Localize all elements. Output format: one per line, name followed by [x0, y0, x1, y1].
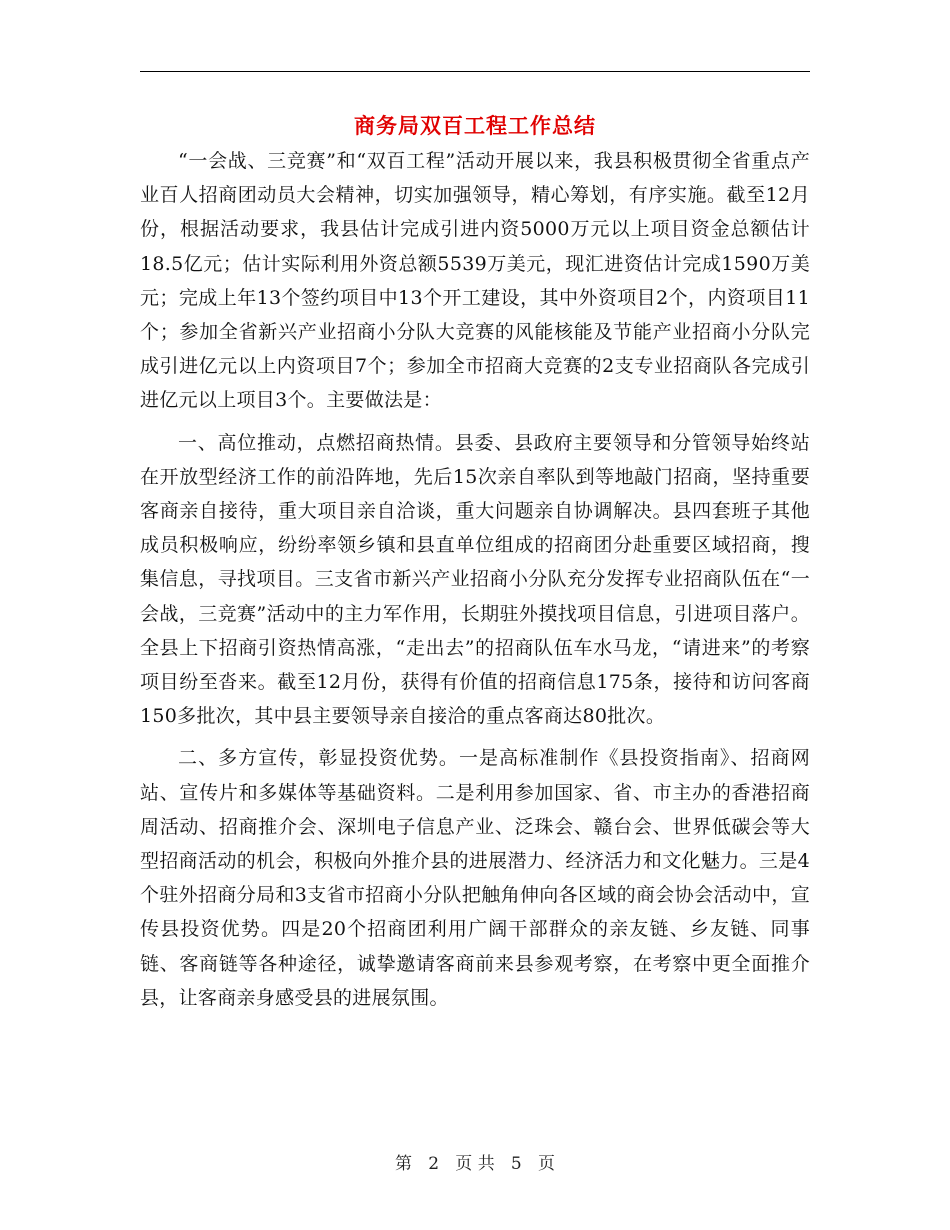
- page-footer: [140, 1150, 810, 1178]
- document-body: [140, 144, 810, 1015]
- footer-suffix: 页: [537, 1154, 555, 1174]
- footer-total-pages: 5: [510, 1154, 522, 1174]
- footer-prefix: 第: [395, 1154, 413, 1174]
- footer-page-number: 2: [428, 1154, 440, 1174]
- paragraph-intro: “一会战、三竞赛”和“双百工程”活动开展以来，我县积极贯彻全省重点产业百人招商团动员大会精神，切实加强领导，精心筹划，有序实施。截至12月份，根据活动要求，我县估计完成引进内资5000万元以上项目资金总额估计18.5亿元；估计实际利用外资总额5539万美元，现汇进资估计完成1590万美元；完成上年13个签约项目中13个开工建设，其中外资项目2个，内资项目11个；参加全省新兴产业招商小分队大竞赛的风能核能及节能产业招商小分队完成引进亿元以上内资项目7个；参加全市招商大竞赛的2支专业招商队各完成引进亿元以上项目3个。主要做法是：: [140, 150, 810, 412]
- header-rule: [140, 71, 810, 72]
- paragraph-section-2: 二、多方宣传，彰显投资优势。一是高标准制作《县投资指南》、招商网站、宣传片和多媒体等基础资料。二是利用参加国家、省、市主办的香港招商周活动、招商推介会、深圳电子信息产业、泛珠会、赣台会、世界低碳会等大型招商活动的机会，积极向外推介县的进展潜力、经济活力和文化魅力。三是4个驻外招商分局和3支省市招商小分队把触角伸向各区域的商会协会活动中，宣传县投资优势。四是20个招商团利用广阔干部群众的亲友链、乡友链、同事链、客商链等各种途径，诚挚邀请客商前来县参观考察，在考察中更全面推介县，让客商亲身感受县的进展氛围。: [140, 747, 810, 1009]
- paragraph-section-1: 一、高位推动，点燃招商热情。县委、县政府主要领导和分管领导始终站在开放型经济工作的前沿阵地，先后15次亲自率队到等地敲门招商，坚持重要客商亲自接待，重大项目亲自洽谈，重大问题亲自协调解决。县四套班子其他成员积极响应，纷纷率领乡镇和县直单位组成的招商团分赴重要区域招商，搜集信息，寻找项目。三支省市新兴产业招商小分队充分发挥专业招商队伍在“一会战，三竞赛”活动中的主力军作用，长期驻外摸找项目信息，引进项目落户。全县上下招商引资热情高涨，“走出去”的招商队伍车水马龙，“请进来”的考察项目纷至沓来。截至12月份，获得有价值的招商信息175条，接待和访问客商150多批次，其中县主要领导亲自接洽的重点客商达80批次。: [140, 431, 810, 728]
- footer-middle: 页 共: [455, 1154, 495, 1174]
- document-title: 商务局双百工程工作总结: [354, 113, 596, 138]
